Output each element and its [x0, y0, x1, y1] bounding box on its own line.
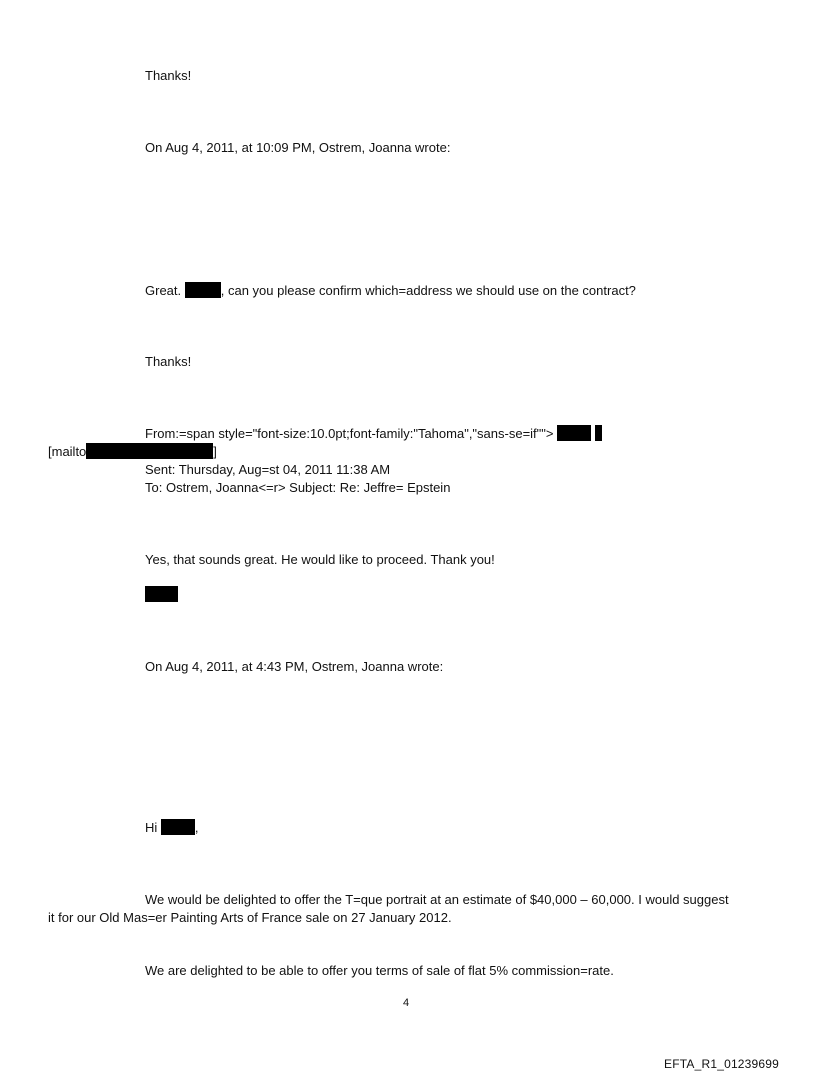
terms-line: We are delighted to be able to offer you terms of sale of flat 5% commission=rate.	[145, 963, 614, 978]
document-id: EFTA_R1_01239699	[664, 1057, 780, 1071]
mailto-suffix: ]	[213, 444, 217, 459]
wrote-line-2: On Aug 4, 2011, at 4:43 PM, Ostrem, Joanna wrote:	[145, 659, 444, 674]
redaction-block	[185, 282, 221, 298]
great-line	[145, 282, 636, 299]
yes-line: Yes, that sounds great. He would like to proceed. Thank you!	[145, 552, 495, 567]
offer-line-2: it for our Old Mas=er Painting Arts of France sale on 27 January 2012.	[48, 910, 452, 925]
mailto-line	[48, 443, 217, 460]
hi-line	[145, 819, 199, 836]
from-text: From:=span style="font-size:10.0pt;font-family:"Tahoma","sans-se=if"">	[145, 426, 554, 441]
offer-line-1: We would be delighted to offer the T=que portrait at an estimate of $40,000 – 60,000. I would suggest	[145, 892, 729, 907]
hi-prefix: Hi	[145, 820, 158, 835]
hi-suffix: ,	[194, 820, 199, 835]
redaction-block	[86, 443, 213, 459]
from-line	[145, 425, 602, 442]
mailto-prefix: [mailto	[48, 444, 87, 459]
signature-line	[145, 586, 178, 603]
thanks-line-2: Thanks!	[145, 354, 192, 369]
thanks-line-1: Thanks!	[145, 68, 192, 83]
redaction-block	[161, 819, 195, 835]
sent-line: Sent: Thursday, Aug=st 04, 2011 11:38 AM	[145, 462, 391, 477]
redaction-block	[145, 586, 178, 602]
great-prefix: Great.	[145, 283, 182, 298]
wrote-line-1: On Aug 4, 2011, at 10:09 PM, Ostrem, Joanna wrote:	[145, 140, 451, 155]
great-suffix: , can you please confirm which=address we should use on the contract?	[220, 283, 636, 298]
redaction-block	[557, 425, 591, 441]
redaction-block	[595, 425, 602, 441]
to-subject-line: To: Ostrem, Joanna<=r> Subject: Re: Jeffre= Epstein	[145, 480, 451, 495]
page-number: 4	[403, 997, 410, 1009]
